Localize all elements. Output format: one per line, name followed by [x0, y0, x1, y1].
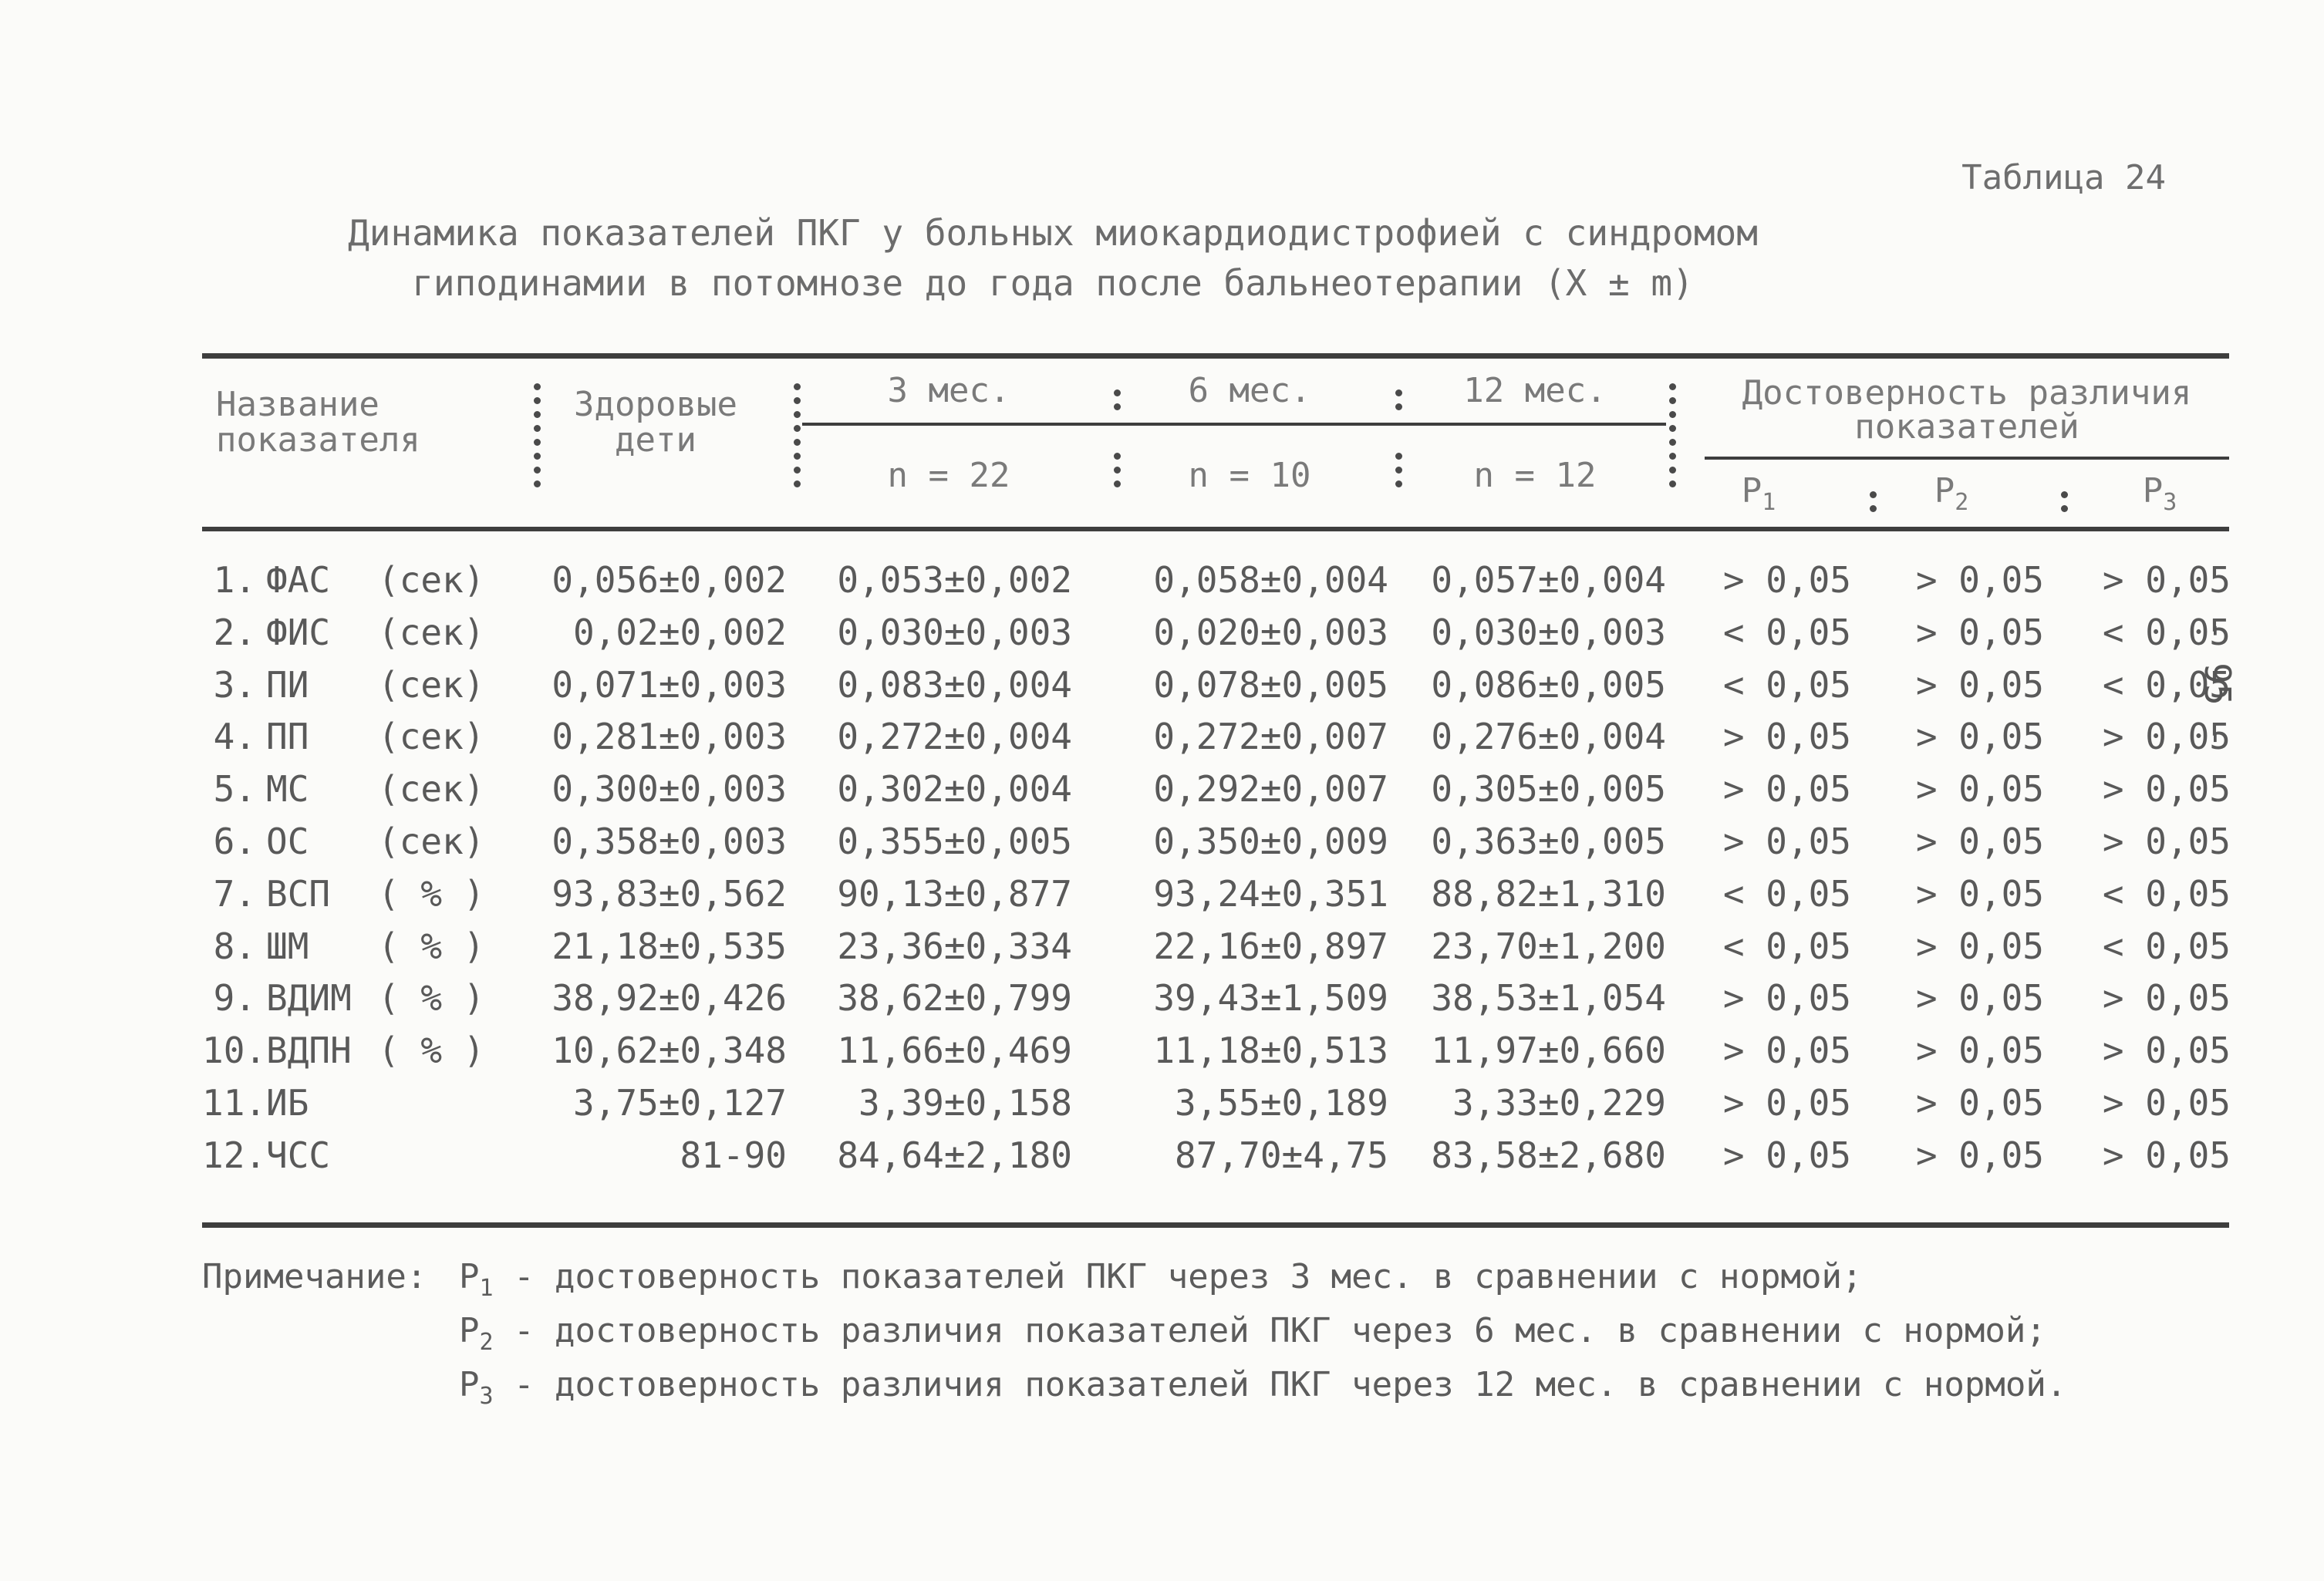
- row-number: 2.: [213, 611, 256, 653]
- row-3-months-value: 0,030±0,003: [837, 611, 1072, 653]
- header-12-months: 12 мес.: [1463, 371, 1607, 410]
- row-p1-value: > 0,05: [1722, 821, 1851, 862]
- row-p1-value: > 0,05: [1722, 716, 1851, 758]
- header-n-12-months: n = 12: [1473, 456, 1597, 495]
- row-healthy-value: 0,071±0,003: [551, 663, 787, 706]
- row-6-months-value: 0,058±0,004: [1153, 559, 1388, 601]
- row-p1-value: < 0,05: [1722, 663, 1851, 706]
- row-p1-value: > 0,05: [1722, 1030, 1851, 1072]
- row-number: 1.: [213, 559, 256, 601]
- header-3-months: 3 мес.: [887, 371, 1010, 410]
- row-number: 5.: [213, 768, 256, 811]
- row-p3-value: < 0,05: [2102, 611, 2231, 653]
- header-n-6-months: n = 10: [1188, 456, 1311, 495]
- row-indicator-unit: ( % ): [378, 1030, 485, 1072]
- row-12-months-value: 0,057±0,004: [1431, 559, 1666, 601]
- row-6-months-value: 87,70±4,75: [1175, 1134, 1388, 1176]
- row-number: 4.: [213, 716, 256, 758]
- row-p2-value: > 0,05: [1915, 559, 2044, 601]
- row-6-months-value: 0,350±0,009: [1153, 821, 1388, 862]
- table-caption-line-2: гиподинамии в потомнозе до года после бальнеотерапии (X ± m): [412, 262, 1694, 304]
- row-indicator-name: ВСП: [266, 872, 331, 915]
- row-3-months-value: 0,355±0,005: [837, 821, 1072, 862]
- row-number: 8.: [213, 925, 256, 967]
- row-healthy-value: 21,18±0,535: [551, 925, 787, 967]
- row-p3-value: > 0,05: [2102, 1134, 2231, 1176]
- row-number: 7.: [213, 872, 256, 915]
- row-p3-value: > 0,05: [2102, 559, 2231, 601]
- row-indicator-name: ОС: [266, 821, 309, 862]
- row-number: 10.: [202, 1030, 267, 1072]
- row-indicator-unit: (сек): [378, 716, 485, 758]
- row-p2-value: > 0,05: [1915, 821, 2044, 862]
- note-label: Примечание:: [202, 1257, 427, 1296]
- note-line-1: $P_1$ - достоверность показателей ПКГ через 3 мес. в сравнении с нормой;: [459, 1257, 1863, 1302]
- row-p3-value: > 0,05: [2102, 977, 2231, 1020]
- row-p1-value: > 0,05: [1722, 1082, 1851, 1124]
- row-indicator-name: ПП: [266, 716, 309, 758]
- row-number: 12.: [202, 1134, 267, 1176]
- header-p3: $P_3$: [2142, 471, 2177, 516]
- table-caption-line-1: Динамика показателей ПКГ у больных миокардиодистрофией с синдромом: [348, 212, 1758, 254]
- row-3-months-value: 84,64±2,180: [837, 1134, 1072, 1176]
- row-indicator-name: ИБ: [266, 1082, 309, 1124]
- row-number: 11.: [202, 1082, 267, 1124]
- row-indicator-name: ФАС: [266, 559, 331, 601]
- header-reliability-rule: [1705, 457, 2229, 460]
- row-p1-value: < 0,05: [1722, 611, 1851, 653]
- row-indicator-unit: (сек): [378, 611, 485, 653]
- row-indicator-name: ЧСС: [266, 1134, 331, 1176]
- row-p3-value: > 0,05: [2102, 1082, 2231, 1124]
- row-12-months-value: 38,53±1,054: [1431, 977, 1666, 1020]
- row-p2-value: > 0,05: [1915, 611, 2044, 653]
- row-healthy-value: 3,75±0,127: [573, 1082, 787, 1124]
- header-reliability: Достоверность различия показателей: [1742, 373, 2192, 447]
- header-months-rule: [802, 423, 1666, 426]
- table-row: [0, 815, 2324, 868]
- row-p1-value: > 0,05: [1722, 768, 1851, 811]
- table-row: [0, 868, 2324, 920]
- row-indicator-name: ВДПН: [266, 1030, 352, 1072]
- row-number: 3.: [213, 663, 256, 706]
- row-12-months-value: 0,363±0,005: [1431, 821, 1666, 862]
- row-indicator-name: ШМ: [266, 925, 309, 967]
- table-number-label: Таблица 24: [1961, 158, 2166, 197]
- row-healthy-value: 38,92±0,426: [551, 977, 787, 1020]
- header-separator: [1392, 446, 1405, 494]
- table-row: [0, 659, 2324, 711]
- row-number: 9.: [213, 977, 256, 1020]
- table-row: [0, 606, 2324, 659]
- row-healthy-value: 0,281±0,003: [551, 716, 787, 758]
- table-row: [0, 1077, 2324, 1129]
- row-p2-value: > 0,05: [1915, 1082, 2044, 1124]
- header-separator: [2058, 484, 2070, 519]
- row-healthy-value: 0,300±0,003: [551, 768, 787, 811]
- row-3-months-value: 0,272±0,004: [837, 716, 1072, 758]
- row-12-months-value: 11,97±0,660: [1431, 1030, 1666, 1072]
- row-p2-value: > 0,05: [1915, 716, 2044, 758]
- header-separator: [1111, 446, 1123, 494]
- row-p3-value: > 0,05: [2102, 821, 2231, 862]
- row-p2-value: > 0,05: [1915, 872, 2044, 915]
- row-3-months-value: 11,66±0,469: [837, 1030, 1072, 1072]
- row-indicator-unit: ( % ): [378, 872, 485, 915]
- row-p3-value: < 0,05: [2102, 925, 2231, 967]
- row-p2-value: > 0,05: [1915, 1134, 2044, 1176]
- row-3-months-value: 38,62±0,799: [837, 977, 1072, 1020]
- row-p2-value: > 0,05: [1915, 977, 2044, 1020]
- table-row: [0, 1129, 2324, 1182]
- row-12-months-value: 3,33±0,229: [1452, 1082, 1666, 1124]
- row-6-months-value: 39,43±1,509: [1153, 977, 1388, 1020]
- row-indicator-unit: (сек): [378, 821, 485, 862]
- row-healthy-value: 81-90: [680, 1134, 787, 1176]
- row-6-months-value: 22,16±0,897: [1153, 925, 1388, 967]
- note-line-3: $P_3$ - достоверность различия показателей ПКГ через 12 мес. в сравнении с нормой.: [459, 1365, 2067, 1410]
- row-12-months-value: 0,276±0,004: [1431, 716, 1666, 758]
- row-3-months-value: 0,053±0,002: [837, 559, 1072, 601]
- header-separator: [791, 376, 803, 494]
- row-indicator-unit: ( % ): [378, 977, 485, 1020]
- row-6-months-value: 3,55±0,189: [1175, 1082, 1388, 1124]
- row-3-months-value: 23,36±0,334: [837, 925, 1072, 967]
- header-n-3-months: n = 22: [887, 456, 1010, 495]
- header-separator: [1392, 383, 1405, 417]
- header-separator: [531, 376, 543, 494]
- table-row: [0, 972, 2324, 1024]
- header-p2: $P_2$: [1934, 471, 1969, 516]
- row-p3-value: > 0,05: [2102, 1030, 2231, 1072]
- row-p2-value: > 0,05: [1915, 925, 2044, 967]
- row-number: 6.: [213, 821, 256, 862]
- row-indicator-name: ФИС: [266, 611, 331, 653]
- row-12-months-value: 83,58±2,680: [1431, 1134, 1666, 1176]
- header-p1: $P_1$: [1741, 471, 1776, 516]
- row-3-months-value: 90,13±0,877: [837, 872, 1072, 915]
- table-row: [0, 763, 2324, 815]
- row-p3-value: < 0,05: [2102, 872, 2231, 915]
- row-healthy-value: 93,83±0,562: [551, 872, 787, 915]
- header-separator: [1867, 484, 1879, 519]
- table-row: [0, 710, 2324, 763]
- row-healthy-value: 0,02±0,002: [573, 611, 787, 653]
- row-6-months-value: 0,292±0,007: [1153, 768, 1388, 811]
- row-indicator-unit: (сек): [378, 559, 485, 601]
- row-3-months-value: 0,083±0,004: [837, 663, 1072, 706]
- header-separator: [1111, 383, 1123, 417]
- row-p2-value: > 0,05: [1915, 663, 2044, 706]
- table-row: [0, 920, 2324, 973]
- table-row: [0, 1024, 2324, 1077]
- row-p3-value: > 0,05: [2102, 768, 2231, 811]
- note-line-2: $P_2$ - достоверность различия показателей ПКГ через 6 мес. в сравнении с нормой;: [459, 1311, 2046, 1356]
- row-indicator-name: ПИ: [266, 663, 309, 706]
- row-p1-value: < 0,05: [1722, 872, 1851, 915]
- row-6-months-value: 0,078±0,005: [1153, 663, 1388, 706]
- row-p3-value: < 0,05: [2102, 663, 2231, 706]
- row-3-months-value: 0,302±0,004: [837, 768, 1072, 811]
- page-number: - 95 -: [2196, 619, 2238, 749]
- row-healthy-value: 0,358±0,003: [551, 821, 787, 862]
- row-12-months-value: 0,030±0,003: [1431, 611, 1666, 653]
- table-top-rule: [202, 353, 2229, 359]
- table-row: [0, 554, 2324, 606]
- row-indicator-name: МС: [266, 768, 309, 811]
- row-p1-value: > 0,05: [1722, 977, 1851, 1020]
- row-indicator-unit: (сек): [378, 663, 485, 706]
- header-indicator: Название показателя: [216, 385, 420, 460]
- header-bottom-rule: [202, 527, 2229, 531]
- row-p1-value: < 0,05: [1722, 925, 1851, 967]
- row-indicator-unit: ( % ): [378, 925, 485, 967]
- row-12-months-value: 23,70±1,200: [1431, 925, 1666, 967]
- header-separator: [1666, 376, 1678, 494]
- header-6-months: 6 мес.: [1188, 371, 1311, 410]
- row-p1-value: > 0,05: [1722, 559, 1851, 601]
- header-healthy-children: Здоровые дети: [574, 385, 737, 460]
- row-p3-value: > 0,05: [2102, 716, 2231, 758]
- row-indicator-name: ВДИМ: [266, 977, 352, 1020]
- row-healthy-value: 10,62±0,348: [551, 1030, 787, 1072]
- row-6-months-value: 93,24±0,351: [1153, 872, 1388, 915]
- row-12-months-value: 88,82±1,310: [1431, 872, 1666, 915]
- row-6-months-value: 0,020±0,003: [1153, 611, 1388, 653]
- row-6-months-value: 11,18±0,513: [1153, 1030, 1388, 1072]
- table-bottom-rule: [202, 1222, 2229, 1228]
- row-6-months-value: 0,272±0,007: [1153, 716, 1388, 758]
- row-12-months-value: 0,305±0,005: [1431, 768, 1666, 811]
- row-p2-value: > 0,05: [1915, 768, 2044, 811]
- row-healthy-value: 0,056±0,002: [551, 559, 787, 601]
- row-12-months-value: 0,086±0,005: [1431, 663, 1666, 706]
- row-3-months-value: 3,39±0,158: [858, 1082, 1072, 1124]
- row-p2-value: > 0,05: [1915, 1030, 2044, 1072]
- row-p1-value: > 0,05: [1722, 1134, 1851, 1176]
- row-indicator-unit: (сек): [378, 768, 485, 811]
